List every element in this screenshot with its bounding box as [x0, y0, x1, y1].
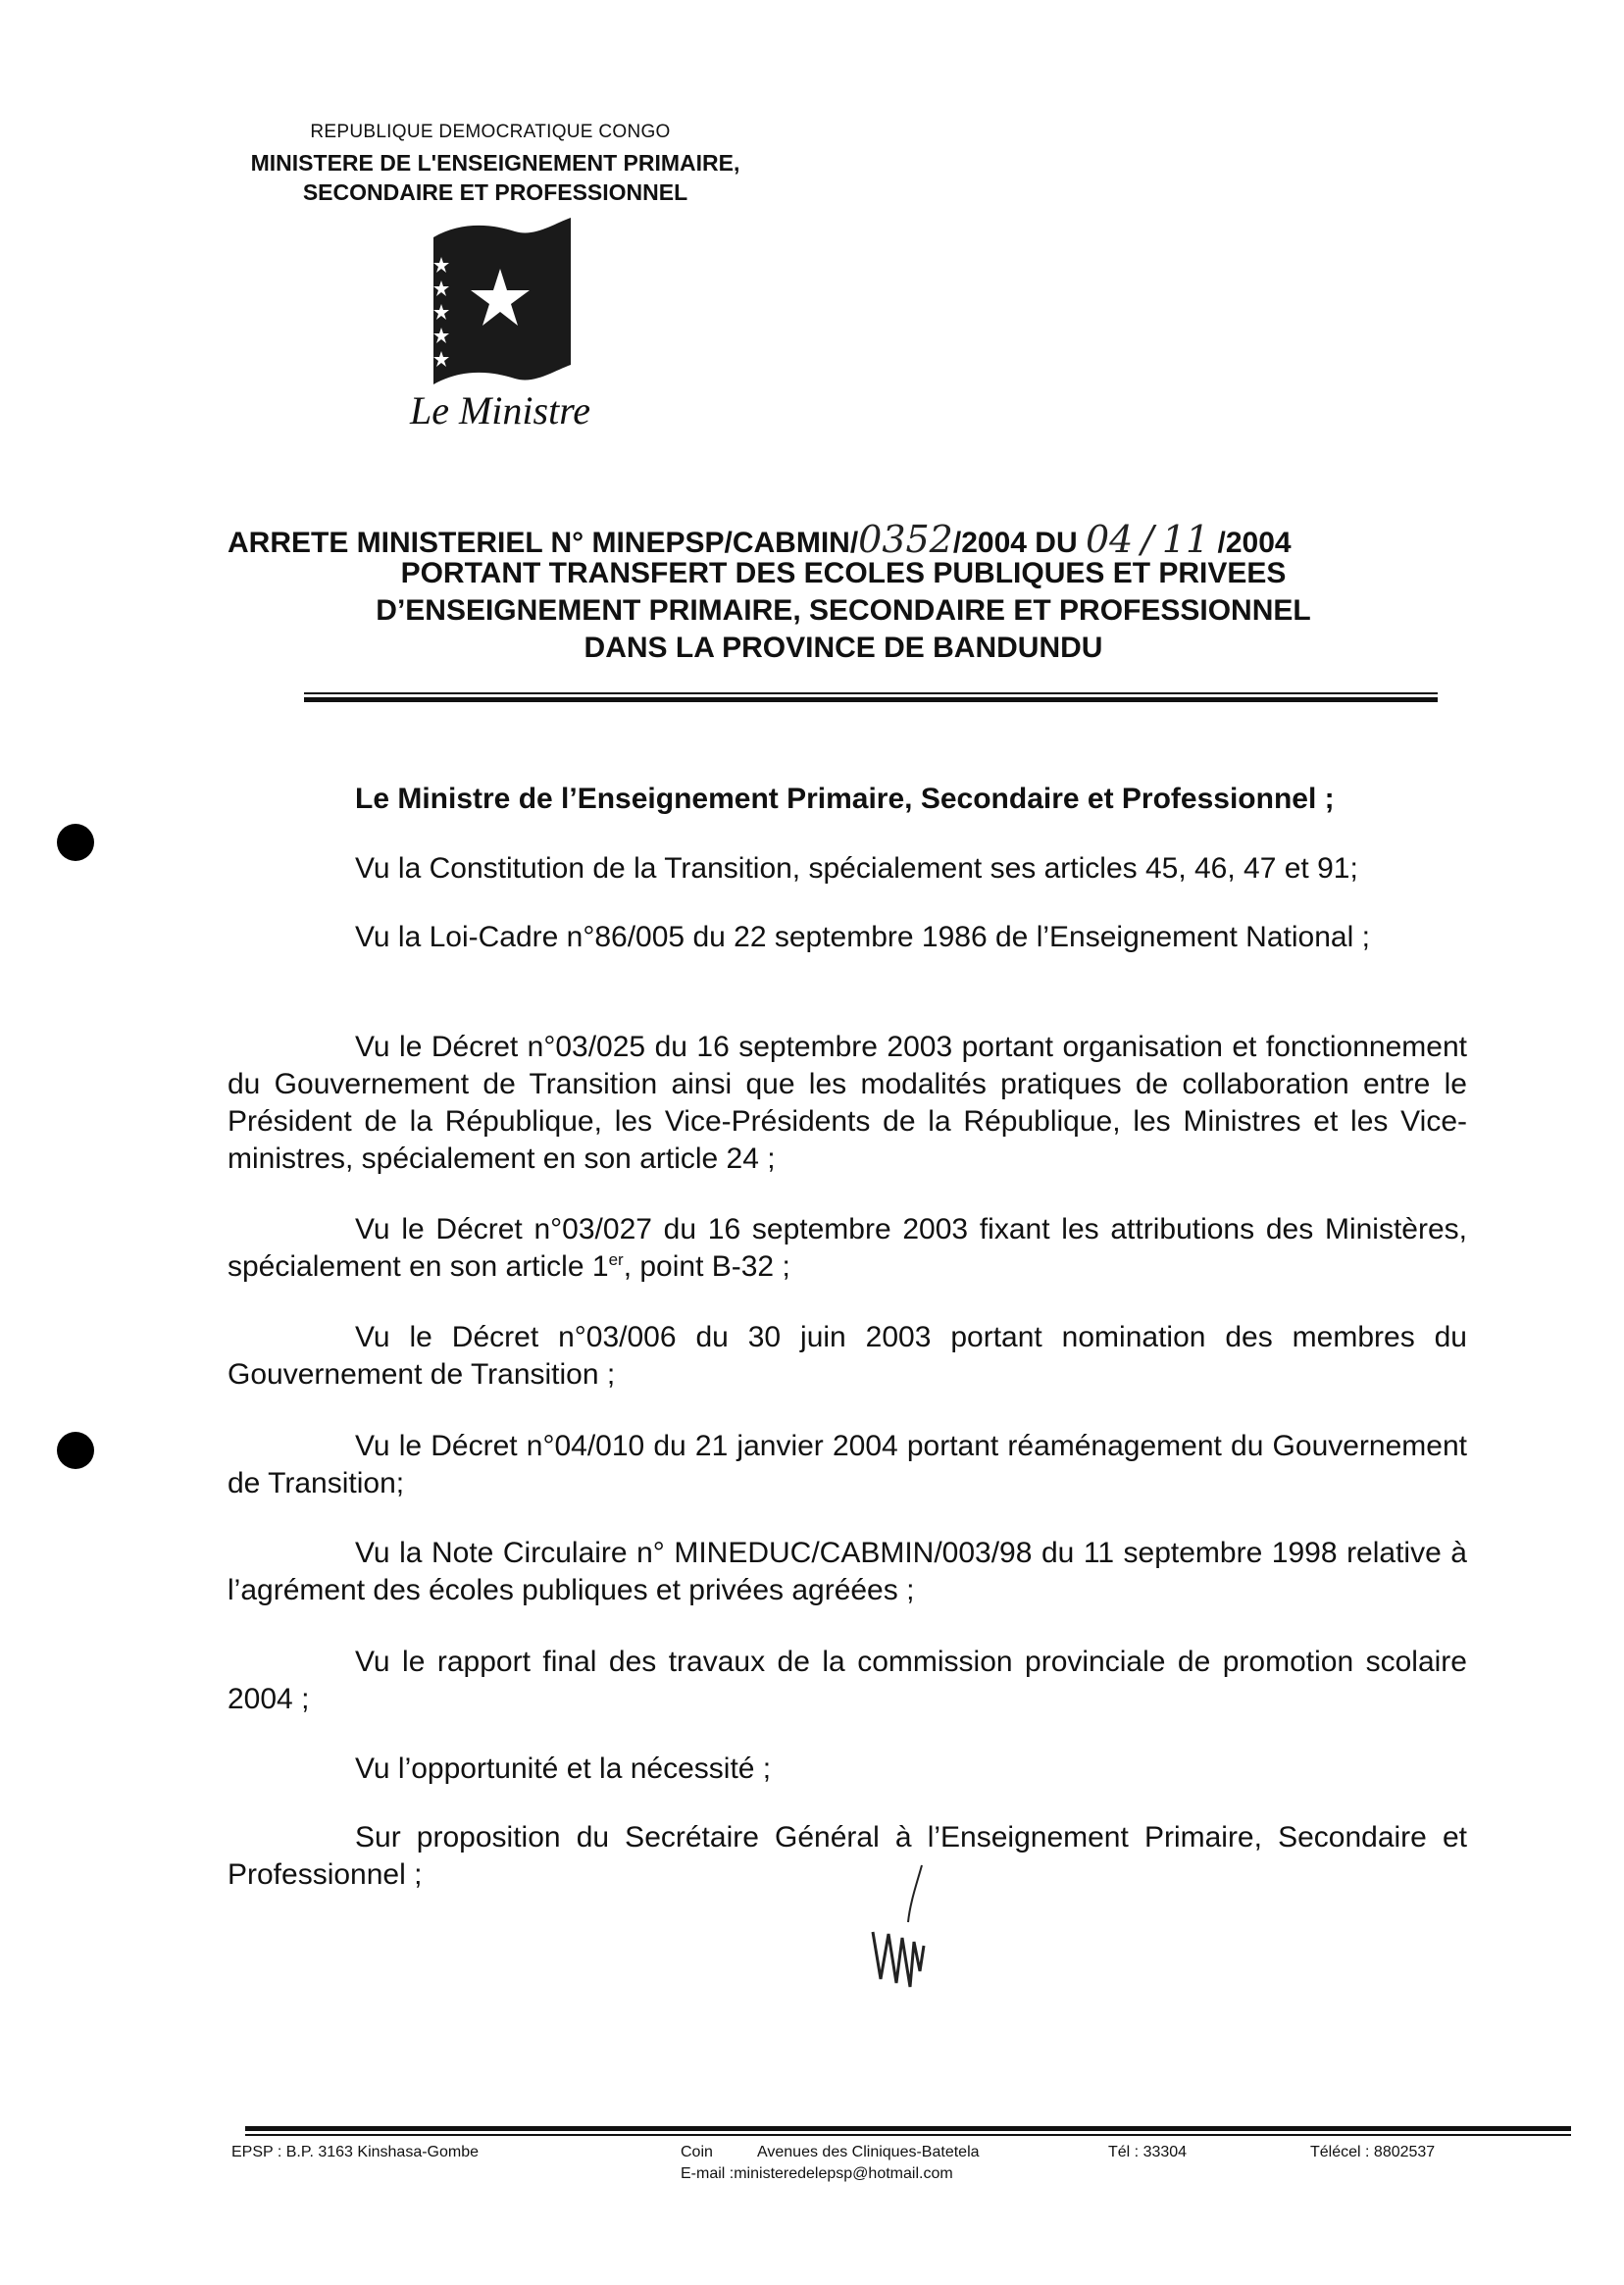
sur-proposition: [228, 1819, 1467, 1894]
vu-note-circulaire: [228, 1535, 1467, 1609]
ministry-name: [177, 148, 814, 207]
title-line-2: PORTANT TRANSFERT DES ECOLES PUBLIQUES ET PRIVEES: [400, 557, 1287, 589]
footer-divider-thin: [245, 2134, 1571, 2136]
title-line-4: DANS LA PROVINCE DE BANDUNDU: [584, 632, 1103, 664]
footer-telecel: Télécel : 8802537: [1310, 2144, 1436, 2160]
preamble-lead: Le Ministre de l’Enseignement Primaire, Secondaire et Professionnel ;: [355, 783, 1335, 815]
footer-address: EPSP : B.P. 3163 Kinshasa-Gombe: [231, 2144, 480, 2160]
vu-opportunite: Vu l’opportunité et la nécessité ;: [355, 1752, 772, 1785]
vu-decret-03-006: [228, 1319, 1467, 1394]
paragraph: Vu le Décret n°03/025 du 16 septembre 2003 portant organisation et fonctionnement du Gouvernement de Transition ainsi que les modalités pratiques de collaboration entre le Président de la République, les Vice-Présidents de la République, les Ministres et les Vice-ministres, spécialement en son article 24 ;: [228, 1031, 1467, 1175]
title-line-3: D’ENSEIGNEMENT PRIMAIRE, SECONDAIRE ET PROFESSIONNEL: [376, 594, 1311, 627]
ministry-line-2: SECONDAIRE ET PROFESSIONNEL: [302, 179, 688, 205]
paragraph: Vu le Décret n°03/006 du 30 juin 2003 portant nomination des membres du Gouvernement de Transition ;: [228, 1321, 1467, 1391]
ref-number: 0352: [858, 518, 953, 561]
paragraph: Vu la Loi-Cadre n°86/005 du 22 septembre 1986 de l’Enseignement National ;: [355, 921, 1370, 953]
date-month: 11: [1161, 518, 1210, 561]
footer-divider-thick: [245, 2126, 1571, 2131]
footer-email: E-mail :ministeredelepsp@hotmail.com: [681, 2165, 953, 2182]
punch-hole: [57, 824, 94, 861]
vu-decret-03-025: [228, 1029, 1467, 1178]
vu-decret-03-027: [228, 1211, 1467, 1286]
footer-avenues: Avenues des Cliniques-Batetela: [757, 2144, 980, 2160]
signature-title: Le Ministre: [409, 388, 591, 432]
flag-emblem-icon: [422, 218, 579, 384]
handwritten-initials-icon: [863, 1863, 961, 2001]
vu-rapport-final: [228, 1644, 1467, 1718]
title-divider-thick: [304, 697, 1438, 702]
vu-loi-cadre: [228, 919, 1467, 956]
paragraph-text: Vu le Décret n°03/027 du 16 septembre 2003 fixant les attributions des Ministères, spécialement en son article 1: [228, 1213, 1467, 1283]
punch-hole: [57, 1432, 94, 1469]
paragraph-text: , point B-32 ;: [623, 1250, 790, 1283]
vu-constitution: Vu la Constitution de la Transition, spécialement ses articles 45, 46, 47 et 91;: [355, 852, 1358, 885]
ref-prefix: ARRETE MINISTERIEL N° MINEPSP/CABMIN/: [228, 527, 859, 559]
title-divider-thin: [304, 692, 1438, 694]
footer-tel: Tél : 33304: [1108, 2144, 1188, 2160]
footer-coin: Coin: [681, 2144, 713, 2160]
ministry-line-1: MINISTERE DE L'ENSEIGNEMENT PRIMAIRE,: [250, 150, 740, 176]
paragraph: Sur proposition du Secrétaire Général à l’Enseignement Primaire, Secondaire et Professionnel ;: [228, 1821, 1467, 1891]
paragraph: [228, 1211, 1467, 1286]
ref-year-du: /2004 DU: [952, 527, 1078, 559]
paragraph: Vu le Décret n°04/010 du 21 janvier 2004 portant réaménagement du Gouvernement de Transition;: [228, 1430, 1467, 1499]
date-year: /2004: [1217, 527, 1292, 559]
country-name: REPUBLIQUE DEMOCRATIQUE CONGO: [310, 122, 671, 142]
vu-decret-04-010: [228, 1428, 1467, 1502]
superscript: er: [608, 1250, 624, 1269]
decree-reference: [228, 518, 1463, 561]
date-sep: /: [1141, 518, 1154, 561]
paragraph: Vu le rapport final des travaux de la commission provinciale de promotion scolaire 2004 ;: [228, 1646, 1467, 1715]
date-day: 04: [1085, 518, 1134, 561]
paragraph: Vu la Note Circulaire n° MINEDUC/CABMIN/003/98 du 11 septembre 1998 relative à l’agrément des écoles publiques et privées agréées ;: [228, 1537, 1467, 1606]
